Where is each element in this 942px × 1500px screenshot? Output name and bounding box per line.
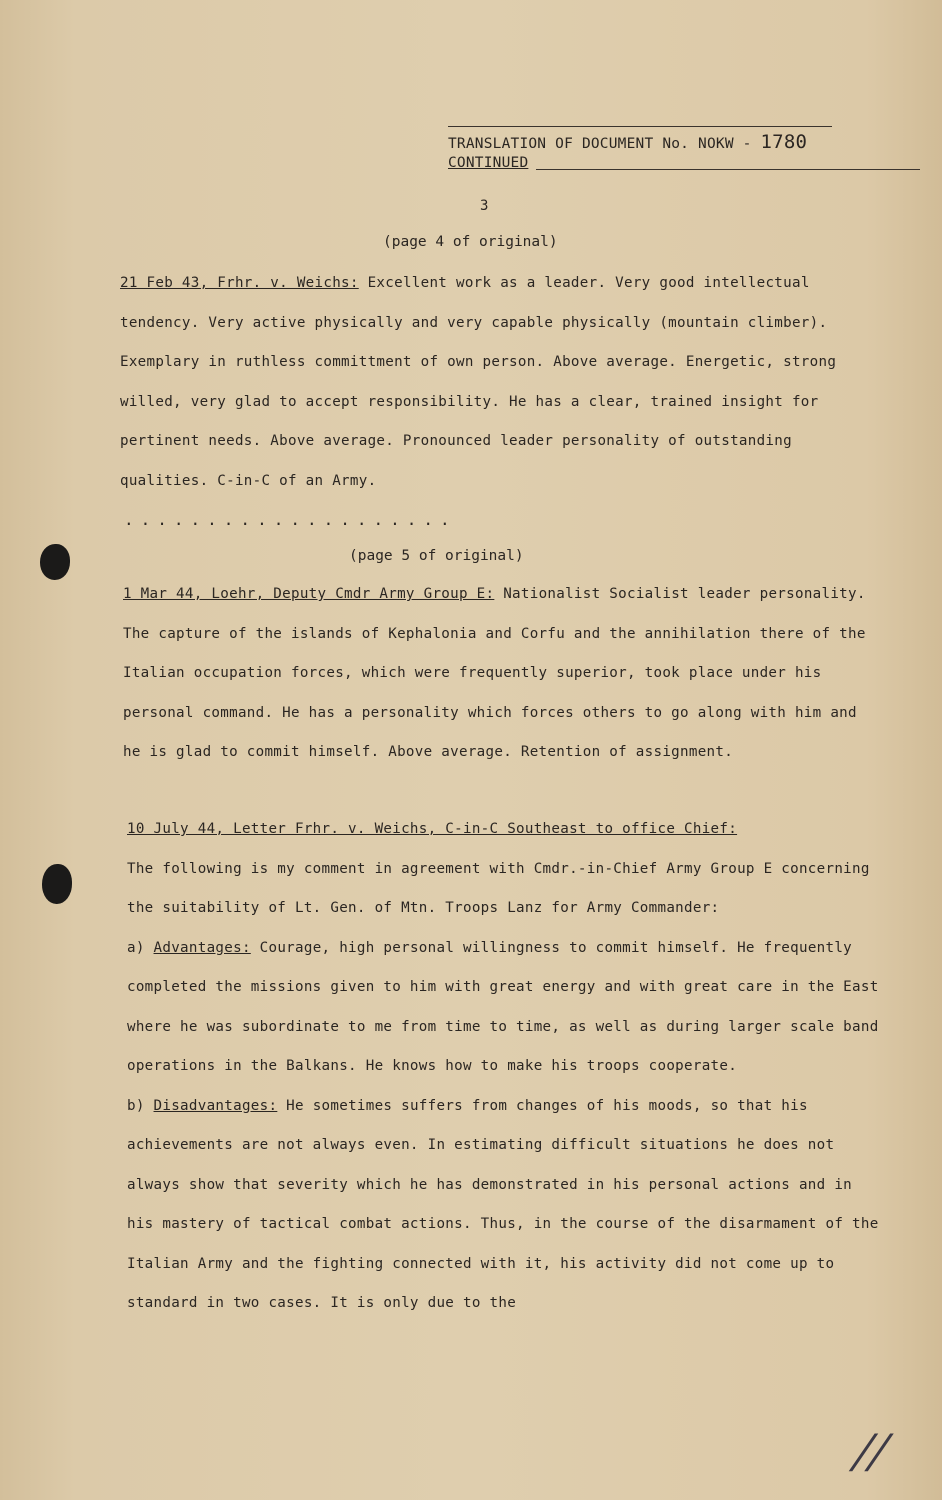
header-rule-bottom (536, 169, 920, 170)
handwritten-mark: // (851, 1424, 892, 1478)
page-ref-5: (page 5 of original) (349, 548, 524, 564)
entry-loehr (123, 575, 875, 773)
disadvantages-heading: Disadvantages: (153, 1097, 278, 1114)
punch-hole-top (40, 544, 70, 580)
disadvantages-label: b) (127, 1097, 145, 1114)
letter-heading: 10 July 44, Letter Frhr. v. Weichs, C-in-C Southeast to office Chief: (127, 821, 738, 837)
page-ref-4: (page 4 of original) (383, 234, 558, 250)
header-doc-number: 1780 (760, 131, 808, 153)
advantages-heading: Advantages: (153, 939, 251, 956)
advantages-text: Courage, high personal willingness to commit himself. He frequently completed the missions given to him with great energy and with great care in the East where he was subordinate to me from time to time, as well as during larger scale band operations in the Balkans. He knows how to make his troops cooperate. (127, 939, 879, 1074)
header-continued: CONTINUED (448, 155, 529, 171)
letter-disadvantages (127, 1087, 879, 1324)
letter-intro: The following is my comment in agreement with Cmdr.-in-Chief Army Group E concerning the suitability of Lt. Gen. of Mtn. Troops Lanz for Army Commander: (127, 860, 870, 916)
separator-dots: .................... (124, 510, 457, 529)
header-title-line (448, 131, 836, 153)
entry-loehr-text: Nationalist Socialist leader personality. The capture of the islands of Kephalonia and Corfu and the annihilation there of the Italian occupation forces, which were frequently superior, took place under his personal command. He has a personality which forces others to go along with him and he is glad to commit himself. Above average. Retention of assignment. (123, 586, 866, 760)
header-title: TRANSLATION OF DOCUMENT No. NOKW - (448, 136, 761, 152)
entry-loehr-heading: 1 Mar 44, Loehr, Deputy Cmdr Army Group E: (123, 586, 495, 602)
letter-block (127, 810, 879, 1324)
entry-weichs-text: Excellent work as a leader. Very good intellectual tendency. Very active physically and very capable physically (mountain climber). Exemplary in ruthless committment of own person. Above average. Energetic, strong willed, very glad to accept responsibility. He has a clear, trained insight for pertinent needs. Above average. Pronounced leader personality of outstanding qualities. C-in-C of an Army. (120, 275, 837, 489)
page-number: 3 (480, 198, 489, 214)
document-header (448, 126, 836, 170)
punch-hole-bottom (42, 864, 72, 904)
advantages-label: a) (127, 939, 145, 956)
entry-weichs-heading: 21 Feb 43, Frhr. v. Weichs: (120, 275, 359, 291)
header-rule-top (448, 126, 832, 127)
entry-weichs (120, 264, 860, 501)
disadvantages-text: He sometimes suffers from changes of his moods, so that his achievements are not always even. In estimating difficult situations he does not always show that severity which he has demonstrated in his personal actions and in his mastery of tactical combat actions. Thus, in the course of the disarmament of the Italian Army and the fighting connected with it, his activity did not come up to standard in two cases. It is only due to the (127, 1097, 879, 1311)
letter-advantages (127, 929, 879, 1087)
